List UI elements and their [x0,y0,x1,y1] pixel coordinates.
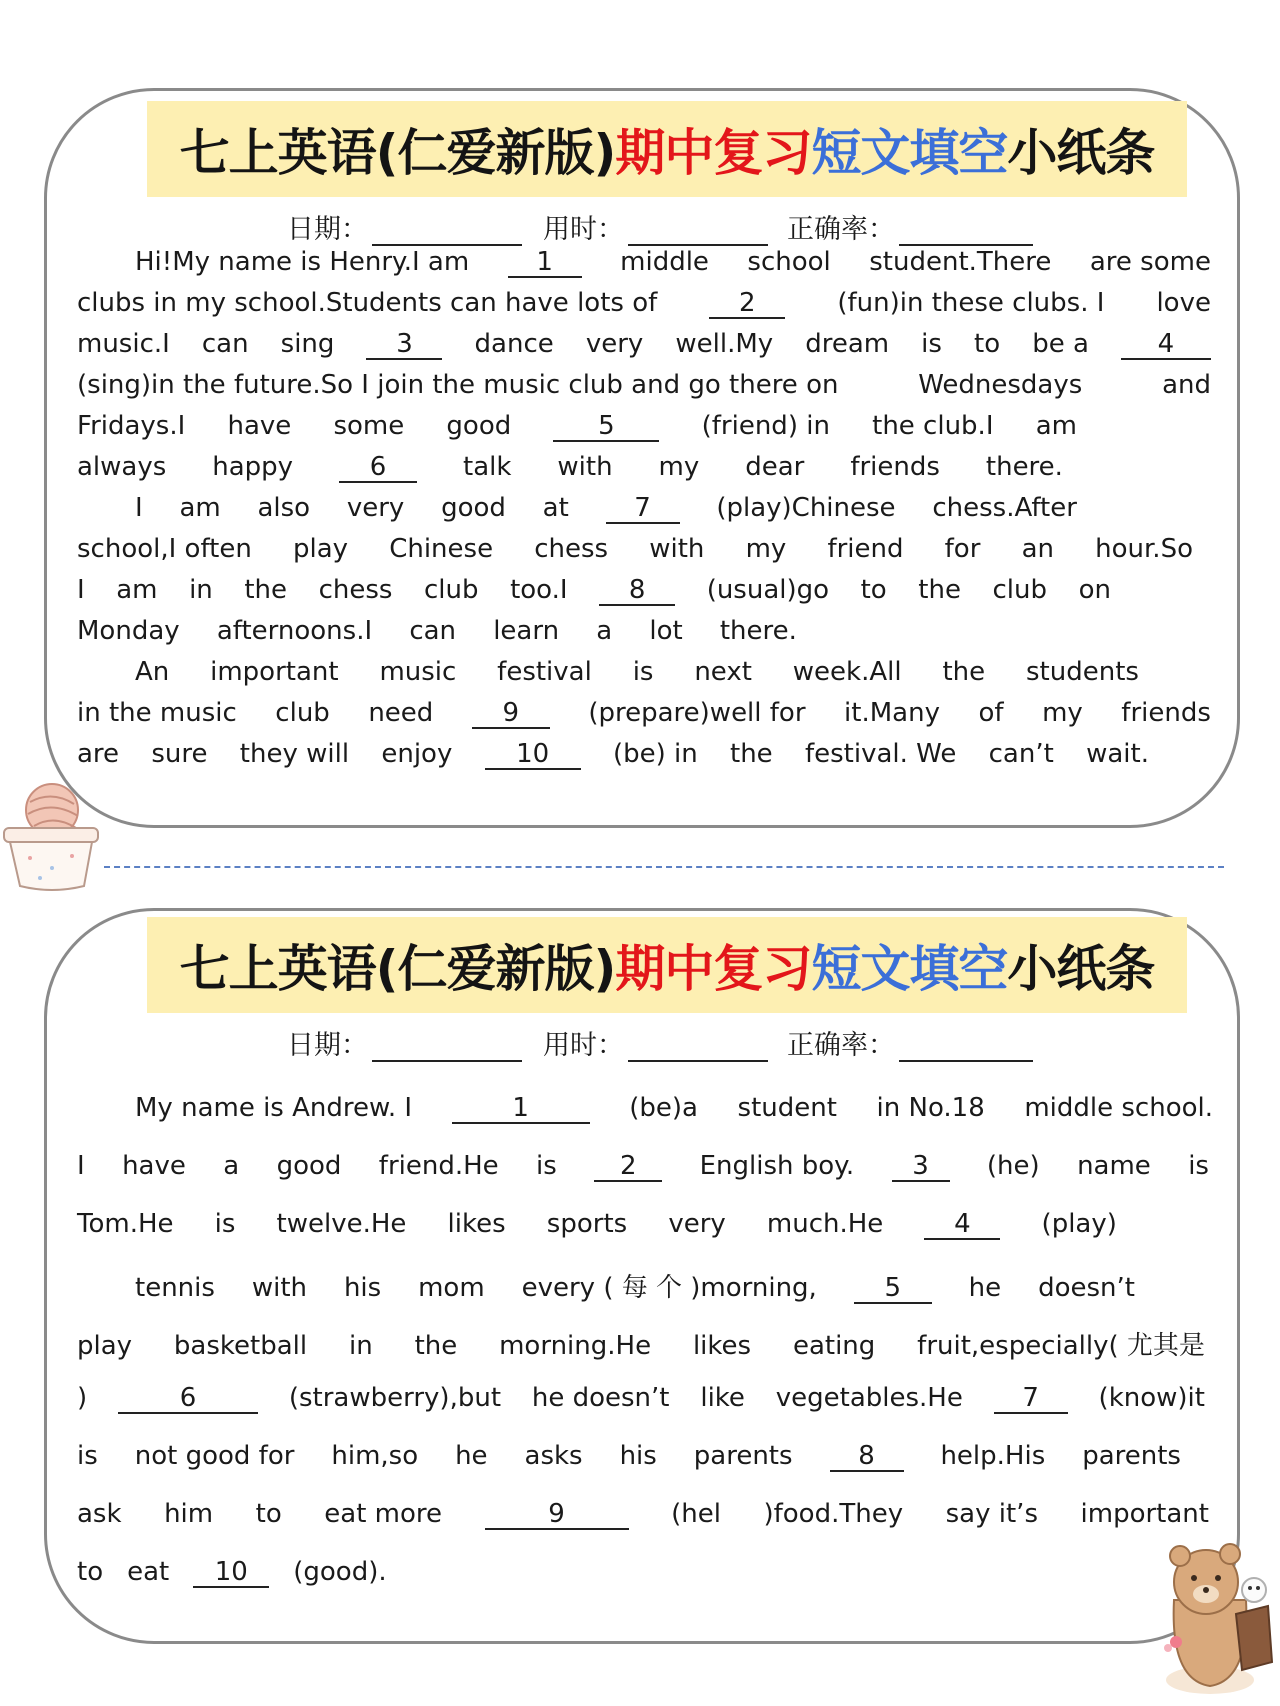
blank-2[interactable]: 2 [709,289,785,319]
meta-row [287,207,1067,247]
time-field[interactable]: 用时： [543,1023,768,1062]
blank-2[interactable]: 2 [594,1152,662,1182]
passage-line: in the music club need 9 (prepare)well for it.Many of my friends [77,698,1211,728]
passage-line: music.I can sing 3 dance very well.My dream is to be a 4 [77,329,1211,360]
passage-line: Monday afternoons.I can learn a lot there. [77,616,797,646]
bear-mascot-icon [1150,1530,1276,1700]
dashed-divider [104,866,1224,868]
blank-3[interactable]: 3 [366,330,442,360]
worksheet-card-1 [44,88,1240,828]
blank-1[interactable]: 1 [508,248,582,278]
date-field[interactable]: 日期： [287,207,522,246]
blank-3[interactable]: 3 [892,1152,950,1182]
passage-line: play basketball in the morning.He likes eating fruit,especially( 尤其是 [77,1331,1205,1361]
passage-line: always happy 6 talk with my dear friends there. [77,452,1063,482]
blank-10[interactable]: 10 [485,740,581,770]
blank-4[interactable]: 4 [924,1210,1000,1240]
blank-1[interactable]: 1 [452,1094,590,1124]
passage-line: My name is Andrew. I 1 (be)a student in No.18 middle school. [135,1093,1213,1123]
blank-6[interactable]: 6 [339,453,417,483]
blank-5[interactable]: 5 [854,1274,932,1304]
passage-line: tennis with his mom every ( 每 个 )morning, 5 he doesn’t [135,1273,1135,1303]
accuracy-field[interactable]: 正确率： [787,207,1033,246]
blank-10[interactable]: 10 [193,1558,269,1588]
accuracy-field[interactable]: 正确率： [787,1023,1033,1062]
passage-line: to eat 10 (good). [77,1557,387,1587]
yarn-basket-icon [0,782,104,892]
time-field[interactable]: 用时： [543,207,768,246]
passage-line: I have a good friend.He is 2 English boy. 3 (he) name is [77,1151,1209,1181]
blank-5[interactable]: 5 [553,412,659,442]
blank-7[interactable]: 7 [994,1384,1068,1414]
passage-line: ) 6 (strawberry),but he doesn’t like vegetables.He 7 (know)it [77,1383,1205,1413]
passage-line: are sure they will enjoy 10 (be) in the festival. We can’t wait. [77,739,1149,769]
date-field[interactable]: 日期： [287,1023,522,1062]
passage-line: I am in the chess club too.I 8 (usual)go to the club on [77,575,1111,605]
blank-6[interactable]: 6 [118,1384,258,1414]
blank-8[interactable]: 8 [830,1442,904,1472]
blank-4[interactable]: 4 [1121,330,1211,360]
passage-line: I am also very good at 7 (play)Chinese chess.After [135,493,1077,523]
passage-line: (sing)in the future.So I join the music club and go there on Wednesdays and [77,370,1211,400]
card-title: 七上英语(仁爱新版) 期中复习 短文填空 小纸条 [147,101,1187,197]
passage-line: clubs in my school.Students can have lots of 2 (fun)in these clubs. I love [77,288,1211,318]
passage-line: school,I often play Chinese chess with my friend for an hour.So [77,534,1193,564]
blank-7[interactable]: 7 [606,494,680,524]
blank-8[interactable]: 8 [599,576,675,606]
passage-line: An important music festival is next week.All the students [135,657,1139,687]
worksheet-card-2 [44,908,1240,1644]
passage-line: ask him to eat more 9 (hel )food.They say it’s important [77,1499,1209,1529]
meta-row [287,1023,1067,1063]
passage-line: Fridays.I have some good 5 (friend) in the club.I am [77,411,1077,441]
blank-9[interactable]: 9 [485,1500,629,1530]
passage-line: Hi!My name is Henry.I am 1 middle school student.There are some [135,247,1211,277]
passage-line: Tom.He is twelve.He likes sports very much.He 4 (play) [77,1209,1117,1239]
blank-9[interactable]: 9 [472,699,550,729]
card-title: 七上英语(仁爱新版) 期中复习 短文填空 小纸条 [147,917,1187,1013]
passage-line: is not good for him,so he asks his parents 8 help.His parents [77,1441,1181,1471]
